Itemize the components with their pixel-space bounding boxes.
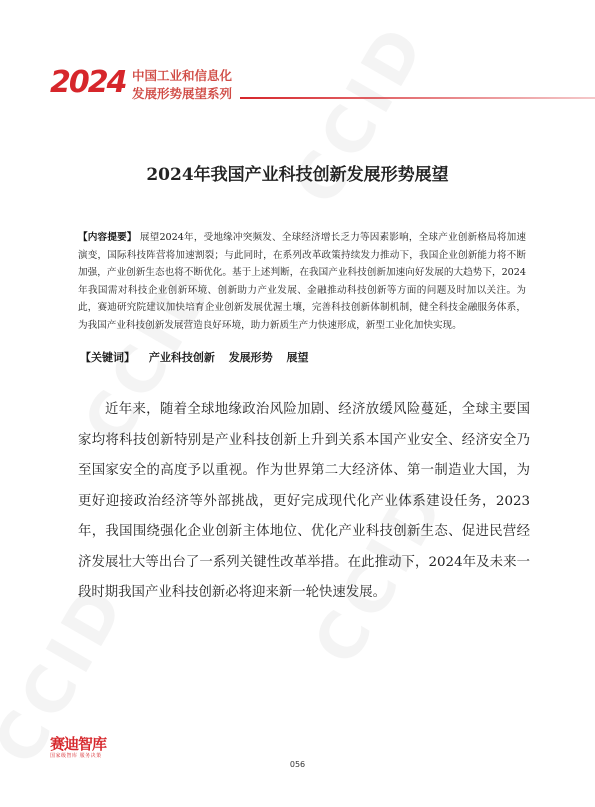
body-paragraph: 近年来，随着全球地缘政治风险加剧、经济放缓风险蔓延，全球主要国家均将科技创新特别是产业科技创新上升到关系本国产业安全、经济安全乃至国家安全的高度予以重视。作为世界第二大经济体、第一制造业大国，为更好迎接政治经济等外部挑战，更好完成现代化产业体系建设任务，2023年，我国围绕强化企业创新主体地位、优化产业科技创新生态、促进民营经济发展壮大等出台了一系列关键性改革举措。在此推动下，2024年及未来一段时期我国产业科技创新必将迎来新一轮快速发展。	[78, 402, 530, 600]
series-title-line2: 发展形势展望系列	[132, 86, 233, 101]
keyword-item: 展望	[286, 351, 309, 364]
keywords-label: 【关键词】	[80, 351, 135, 364]
abstract-text: 展望2024年，受地缘冲突频发、全球经济增长乏力等因素影响，全球产业创新格局将加速演变，国际科技阵营将加速割裂；与此同时，在系列改革政策持续发力推动下，我国企业创新能力将不断加强，产业创新生态也将不断优化。基于上述判断，在我国产业科技创新加速向好发展的大趋势下，2024年我国需对科技企业创新环境、创新助力产业发展、金融推动科技创新等方面的问题及时加以关注。为此，赛迪研究院建议加快培育企业创新发展优渥土壤，完善科技创新体制机制，健全科技金融服务体系，为我国产业科技创新发展营造良好环境，助力新质生产力快速形成，新型工业化加快实现。	[78, 232, 526, 331]
watermark	[280, 11, 442, 217]
header-divider	[240, 97, 595, 99]
year-logo: 2024	[50, 65, 126, 100]
footer-logo: 赛迪智库	[50, 735, 107, 753]
document-title: 2024年我国产业科技创新发展形势展望	[146, 165, 449, 185]
keyword-item: 发展形势	[228, 351, 273, 364]
abstract-label: 【内容提要】	[78, 232, 137, 243]
keyword-item: 产业科技创新	[148, 351, 215, 364]
page-number: 056	[289, 760, 306, 769]
page-header	[50, 62, 595, 106]
series-title-line1: 中国工业和信息化	[132, 68, 233, 83]
footer-slogan: 国家级智库 服务决策	[50, 753, 102, 759]
abstract	[78, 229, 526, 335]
keywords	[80, 349, 309, 365]
